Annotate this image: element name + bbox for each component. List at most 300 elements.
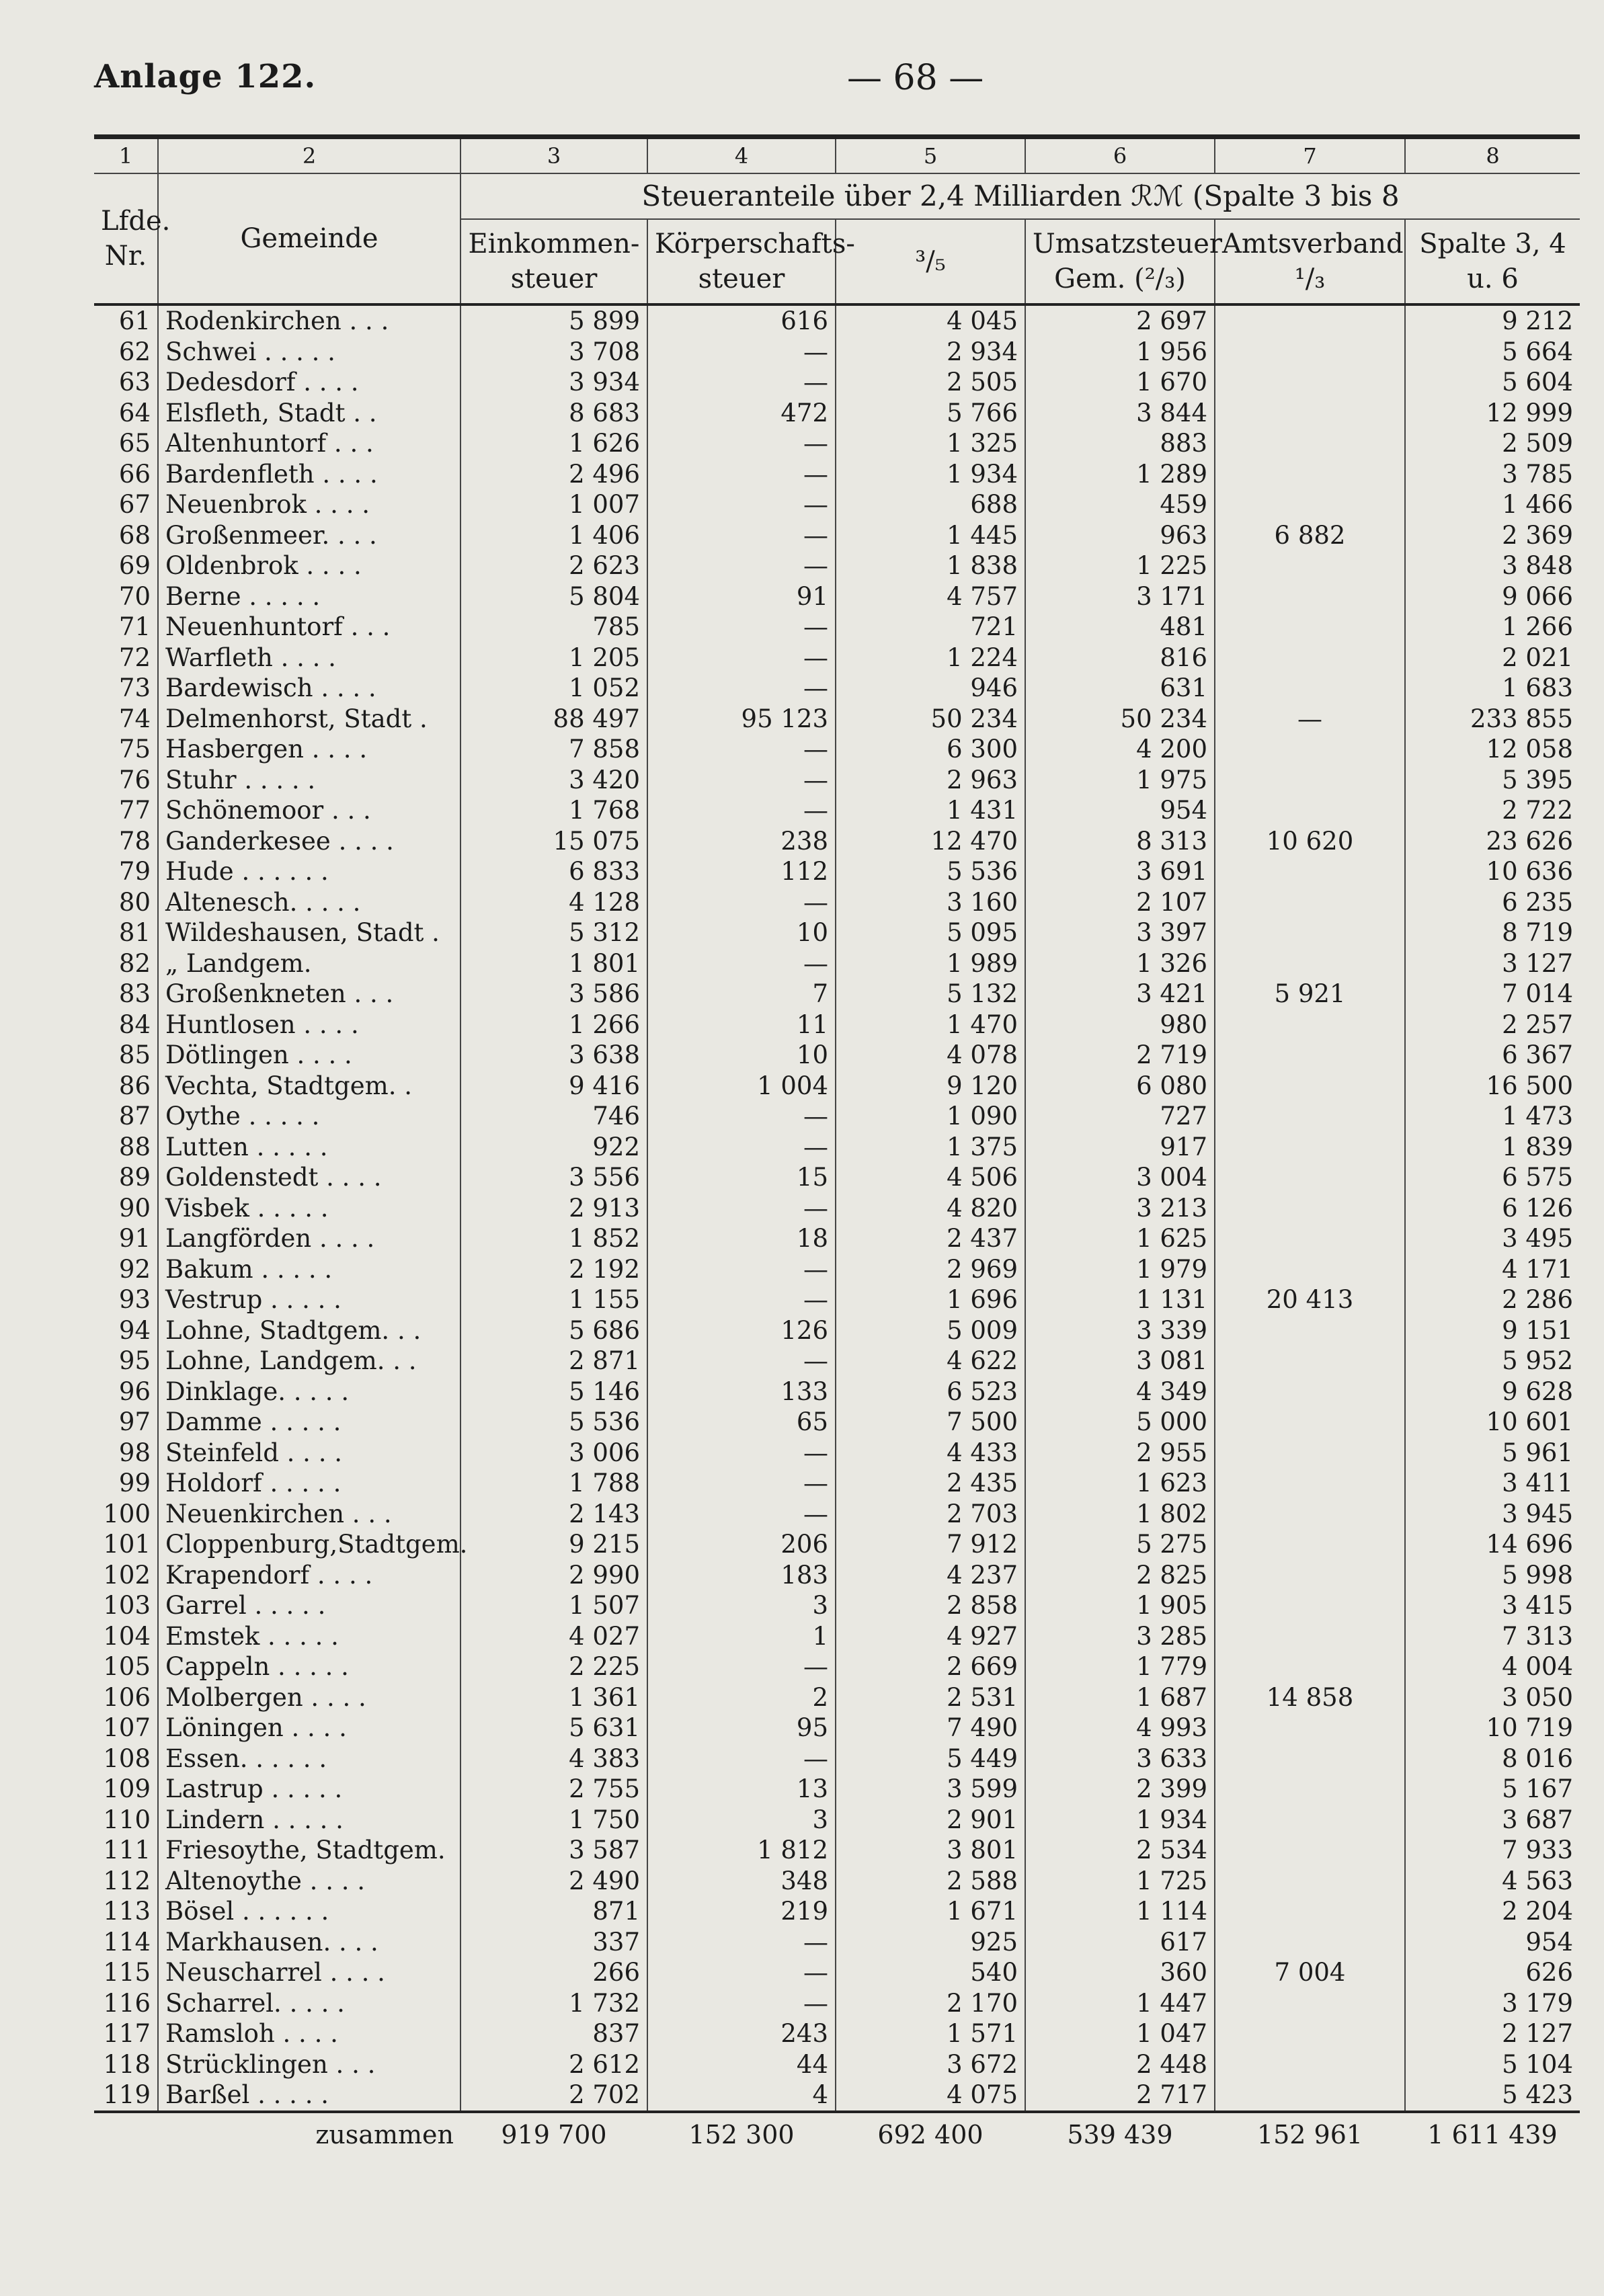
amtsverband-value: [1215, 1162, 1405, 1193]
table-row: [94, 337, 1580, 368]
row-number: 78: [118, 826, 151, 856]
koerperschaftsteuer-value: 133: [647, 1377, 836, 1407]
amtsverband-value: [1215, 673, 1405, 704]
spalte-summe-value: 1 266: [1405, 612, 1580, 643]
spalte-summe-value: 3 179: [1405, 1988, 1580, 2019]
row-number: 64: [118, 398, 151, 427]
spalte-summe-value: 3 495: [1405, 1223, 1580, 1254]
gemeinde-name: Lohne, Landgem. . .: [158, 1346, 460, 1377]
drei-fuenftel-value: 2 435: [836, 1468, 1025, 1499]
spalte-summe-value: 6 367: [1405, 1040, 1580, 1071]
drei-fuenftel-value: 1 934: [836, 459, 1025, 490]
koerperschaftsteuer-value: 2: [647, 1682, 836, 1713]
koerperschaftsteuer-value: —: [647, 1193, 836, 1224]
einkommensteuer-value: 2 490: [460, 1866, 647, 1897]
appendix-label: Anlage 122.: [94, 58, 317, 95]
umsatzsteuer-value: 1 047: [1025, 2018, 1215, 2049]
drei-fuenftel-value: 5 766: [836, 398, 1025, 429]
table-row: [94, 1040, 1580, 1071]
amtsverband-value: [1215, 2018, 1405, 2049]
row-number: 102: [103, 1560, 151, 1590]
koerperschaftsteuer-value: 348: [647, 1866, 836, 1897]
row-number: 97: [118, 1407, 151, 1436]
spalte-summe-value: 2 257: [1405, 1010, 1580, 1040]
koerperschaftsteuer-value: —: [647, 489, 836, 520]
einkommensteuer-value: 5 899: [460, 304, 647, 337]
spalte-summe-value: 2 369: [1405, 520, 1580, 551]
row-number: 65: [118, 429, 151, 458]
einkommensteuer-value: 2 755: [460, 1774, 647, 1805]
table-row: [94, 1010, 1580, 1040]
koerperschaftsteuer-value: 1 004: [647, 1071, 836, 1102]
row-number: 95: [118, 1346, 151, 1375]
drei-fuenftel-value: 1 470: [836, 1010, 1025, 1040]
umsatzsteuer-value: 459: [1025, 489, 1215, 520]
amtsverband-value: [1215, 1866, 1405, 1897]
koerperschaftsteuer-value: —: [647, 337, 836, 368]
spalte-summe-value: 5 104: [1405, 2049, 1580, 2080]
einkommensteuer-value: 3 006: [460, 1438, 647, 1469]
amtsverband-value: 14 858: [1215, 1682, 1405, 1713]
spalte-summe-value: 3 127: [1405, 948, 1580, 979]
einkommensteuer-value: 2 496: [460, 459, 647, 490]
drei-fuenftel-value: 5 009: [836, 1315, 1025, 1346]
table-row: [94, 398, 1580, 429]
einkommensteuer-value: 871: [460, 1896, 647, 1927]
umsatzsteuer-value: 1 779: [1025, 1651, 1215, 1682]
gemeinde-name: Bakum . . . . .: [158, 1254, 460, 1285]
gemeinde-name: „ Landgem.: [158, 948, 460, 979]
table-row: [94, 1682, 1580, 1713]
einkommensteuer-value: 1 155: [460, 1284, 647, 1315]
koerperschaftsteuer-value: —: [647, 887, 836, 918]
spalte-summe-value: 9 066: [1405, 581, 1580, 612]
row-number: 105: [103, 1652, 151, 1681]
koerperschaftsteuer-value: 3: [647, 1590, 836, 1621]
gemeinde-name: Goldenstedt . . . .: [158, 1162, 460, 1193]
koerperschaftsteuer-value: —: [647, 948, 836, 979]
spalte-summe-value: 5 423: [1405, 2080, 1580, 2112]
drei-fuenftel-value: 2 505: [836, 367, 1025, 398]
koerperschaftsteuer-value: 10: [647, 1040, 836, 1071]
amtsverband-value: [1215, 1744, 1405, 1774]
gemeinde-name: Steinfeld . . . .: [158, 1438, 460, 1469]
umsatzsteuer-value: 2 399: [1025, 1774, 1215, 1805]
total-umsatzsteuer: 539 439: [1025, 2112, 1215, 2156]
koerperschaftsteuer-value: —: [647, 1284, 836, 1315]
gemeinde-name: Vestrup . . . . .: [158, 1284, 460, 1315]
table-row: [94, 1957, 1580, 1988]
drei-fuenftel-value: 1 431: [836, 795, 1025, 826]
total-spalte-summe: 1 611 439: [1405, 2112, 1580, 2156]
gemeinde-name: Cappeln . . . . .: [158, 1651, 460, 1682]
gemeinde-name: Rodenkirchen . . .: [158, 304, 460, 337]
table-row: [94, 1621, 1580, 1652]
amtsverband-value: [1215, 428, 1405, 459]
header-drei-fuenftel: ³/₅: [836, 219, 1025, 304]
einkommensteuer-value: 4 027: [460, 1621, 647, 1652]
umsatzsteuer-value: 1 623: [1025, 1468, 1215, 1499]
umsatzsteuer-value: 1 447: [1025, 1988, 1215, 2019]
row-number: 114: [103, 1927, 151, 1957]
row-number: 109: [103, 1774, 151, 1803]
drei-fuenftel-value: 12 470: [836, 826, 1025, 857]
gemeinde-name: Krapendorf . . . .: [158, 1560, 460, 1591]
gemeinde-name: Strücklingen . . .: [158, 2049, 460, 2080]
umsatzsteuer-value: 3 285: [1025, 1621, 1215, 1652]
drei-fuenftel-value: 2 934: [836, 337, 1025, 368]
spalte-summe-value: 2 204: [1405, 1896, 1580, 1927]
drei-fuenftel-value: 2 170: [836, 1988, 1025, 2019]
umsatzsteuer-value: 883: [1025, 428, 1215, 459]
row-number: 100: [103, 1499, 151, 1528]
koerperschaftsteuer-value: 616: [647, 304, 836, 337]
drei-fuenftel-value: 4 820: [836, 1193, 1025, 1224]
einkommensteuer-value: 1 626: [460, 428, 647, 459]
row-number: 91: [118, 1224, 151, 1253]
drei-fuenftel-value: 7 912: [836, 1529, 1025, 1560]
table-row: [94, 643, 1580, 673]
umsatzsteuer-value: 2 448: [1025, 2049, 1215, 2080]
row-number: 107: [103, 1713, 151, 1742]
amtsverband-value: [1215, 398, 1405, 429]
gemeinde-name: Wildeshausen, Stadt .: [158, 917, 460, 948]
drei-fuenftel-value: 6 300: [836, 734, 1025, 765]
row-number: 103: [103, 1591, 151, 1620]
table-row: [94, 1193, 1580, 1224]
amtsverband-value: [1215, 1315, 1405, 1346]
umsatzsteuer-value: 8 313: [1025, 826, 1215, 857]
gemeinde-name: Oldenbrok . . . .: [158, 550, 460, 581]
drei-fuenftel-value: 946: [836, 673, 1025, 704]
header-lfd-nr: Lfde. Nr.: [94, 173, 158, 304]
koerperschaftsteuer-value: 183: [647, 1560, 836, 1591]
table-row: [94, 520, 1580, 551]
table-row: [94, 1254, 1580, 1285]
drei-fuenftel-value: 688: [836, 489, 1025, 520]
gemeinde-name: Dötlingen . . . .: [158, 1040, 460, 1071]
row-number: 89: [118, 1163, 151, 1192]
gemeinde-name: Emstek . . . . .: [158, 1621, 460, 1652]
gemeinde-name: Großenkneten . . .: [158, 979, 460, 1010]
row-number: 88: [118, 1132, 151, 1161]
amtsverband-value: [1215, 856, 1405, 887]
gemeinde-name: Lutten . . . . .: [158, 1132, 460, 1163]
drei-fuenftel-value: 4 078: [836, 1040, 1025, 1071]
umsatzsteuer-value: 3 691: [1025, 856, 1215, 887]
row-number: 72: [118, 643, 151, 672]
umsatzsteuer-value: 4 200: [1025, 734, 1215, 765]
koerperschaftsteuer-value: —: [647, 765, 836, 796]
koerperschaftsteuer-value: —: [647, 1346, 836, 1377]
gemeinde-name: Bardenfleth . . . .: [158, 459, 460, 490]
drei-fuenftel-value: 1 375: [836, 1132, 1025, 1163]
amtsverband-value: [1215, 1040, 1405, 1071]
koerperschaftsteuer-value: 472: [647, 398, 836, 429]
gemeinde-name: Holdorf . . . . .: [158, 1468, 460, 1499]
koerperschaftsteuer-value: 1: [647, 1621, 836, 1652]
spalte-summe-value: 954: [1405, 1927, 1580, 1958]
table-row: [94, 765, 1580, 796]
gemeinde-name: Altenesch. . . . .: [158, 887, 460, 918]
table-row: [94, 734, 1580, 765]
spalte-summe-value: 4 563: [1405, 1866, 1580, 1897]
table-row: [94, 704, 1580, 735]
amtsverband-value: [1215, 2049, 1405, 2080]
spalte-summe-value: 9 212: [1405, 304, 1580, 337]
umsatzsteuer-value: 1 802: [1025, 1499, 1215, 1530]
drei-fuenftel-value: 4 506: [836, 1162, 1025, 1193]
einkommensteuer-value: 746: [460, 1101, 647, 1132]
amtsverband-value: [1215, 1223, 1405, 1254]
table-row: [94, 1284, 1580, 1315]
row-number: 87: [118, 1102, 151, 1131]
amtsverband-value: [1215, 550, 1405, 581]
umsatzsteuer-value: 360: [1025, 1957, 1215, 1988]
table-row: [94, 856, 1580, 887]
table-row: [94, 826, 1580, 857]
spalte-summe-value: 10 719: [1405, 1713, 1580, 1744]
table-row: [94, 948, 1580, 979]
einkommensteuer-value: 5 312: [460, 917, 647, 948]
gemeinde-name: Elsfleth, Stadt . .: [158, 398, 460, 429]
drei-fuenftel-value: 721: [836, 612, 1025, 643]
column-number-row: [94, 137, 1580, 174]
koerperschaftsteuer-value: —: [647, 1988, 836, 2019]
gemeinde-name: Lohne, Stadtgem. . .: [158, 1315, 460, 1346]
drei-fuenftel-value: 2 703: [836, 1499, 1025, 1530]
amtsverband-value: [1215, 1377, 1405, 1407]
gemeinde-name: Altenhuntorf . . .: [158, 428, 460, 459]
table-row: [94, 2018, 1580, 2049]
umsatzsteuer-value: 1 687: [1025, 1682, 1215, 1713]
koerperschaftsteuer-value: 3: [647, 1805, 836, 1836]
spalte-summe-value: 12 999: [1405, 398, 1580, 429]
header-umsatzsteuer: Umsatzsteuer Gem. (²/₃): [1025, 219, 1215, 304]
row-number: 67: [118, 490, 151, 519]
table-row: [94, 1071, 1580, 1102]
spalte-summe-value: 10 601: [1405, 1407, 1580, 1438]
total-koerperschaftsteuer: 152 300: [647, 2112, 836, 2156]
koerperschaftsteuer-value: —: [647, 459, 836, 490]
koerperschaftsteuer-value: 95: [647, 1713, 836, 1744]
umsatzsteuer-value: 5 275: [1025, 1529, 1215, 1560]
row-number: 63: [118, 368, 151, 397]
koerperschaftsteuer-value: —: [647, 1132, 836, 1163]
umsatzsteuer-value: 1 975: [1025, 765, 1215, 796]
koerperschaftsteuer-value: —: [647, 612, 836, 643]
table-row: [94, 917, 1580, 948]
koerperschaftsteuer-value: 13: [647, 1774, 836, 1805]
einkommensteuer-value: 2 612: [460, 2049, 647, 2080]
umsatzsteuer-value: 917: [1025, 1132, 1215, 1163]
amtsverband-value: [1215, 887, 1405, 918]
umsatzsteuer-value: 2 719: [1025, 1040, 1215, 1071]
koerperschaftsteuer-value: —: [647, 1438, 836, 1469]
spalte-summe-value: 3 050: [1405, 1682, 1580, 1713]
einkommensteuer-value: 1 732: [460, 1988, 647, 2019]
table-row: [94, 1162, 1580, 1193]
spalte-summe-value: 7 933: [1405, 1835, 1580, 1866]
einkommensteuer-value: 1 052: [460, 673, 647, 704]
row-number: 70: [118, 581, 151, 611]
gemeinde-name: Schwei . . . . .: [158, 337, 460, 368]
row-number: 115: [103, 1958, 151, 1987]
amtsverband-value: [1215, 1927, 1405, 1958]
einkommensteuer-value: 7 858: [460, 734, 647, 765]
amtsverband-value: [1215, 734, 1405, 765]
umsatzsteuer-value: 816: [1025, 643, 1215, 673]
row-number: 112: [103, 1866, 151, 1895]
drei-fuenftel-value: 1 090: [836, 1101, 1025, 1132]
gemeinde-name: Vechta, Stadtgem. .: [158, 1071, 460, 1102]
einkommensteuer-value: 337: [460, 1927, 647, 1958]
table-row: [94, 1774, 1580, 1805]
header-group-steueranteile: Steueranteile über 2,4 Milliarden ℛℳ (Spalte 3 bis 8: [460, 173, 1580, 219]
spalte-summe-value: 4 171: [1405, 1254, 1580, 1285]
gemeinde-name: Scharrel. . . . .: [158, 1988, 460, 2019]
einkommensteuer-value: 1 361: [460, 1682, 647, 1713]
amtsverband-value: [1215, 643, 1405, 673]
table-row: [94, 612, 1580, 643]
koerperschaftsteuer-value: —: [647, 1499, 836, 1530]
row-number: 106: [103, 1682, 151, 1712]
einkommensteuer-value: 1 205: [460, 643, 647, 673]
drei-fuenftel-value: 2 669: [836, 1651, 1025, 1682]
table-row: [94, 489, 1580, 520]
einkommensteuer-value: 4 128: [460, 887, 647, 918]
umsatzsteuer-value: 1 114: [1025, 1896, 1215, 1927]
row-number: 101: [103, 1530, 151, 1559]
gemeinde-name: Ganderkesee . . . .: [158, 826, 460, 857]
row-number: 75: [118, 735, 151, 764]
amtsverband-value: [1215, 459, 1405, 490]
koerperschaftsteuer-value: —: [647, 673, 836, 704]
drei-fuenftel-value: 3 160: [836, 887, 1025, 918]
umsatzsteuer-value: 5 000: [1025, 1407, 1215, 1438]
spalte-summe-value: 6 126: [1405, 1193, 1580, 1224]
koerperschaftsteuer-value: —: [647, 643, 836, 673]
koerperschaftsteuer-value: 112: [647, 856, 836, 887]
table-row: [94, 1988, 1580, 2019]
spalte-summe-value: 9 628: [1405, 1377, 1580, 1407]
amtsverband-value: [1215, 1529, 1405, 1560]
einkommensteuer-value: 88 497: [460, 704, 647, 735]
amtsverband-value: [1215, 1468, 1405, 1499]
table-row: [94, 367, 1580, 398]
header-gemeinde: Gemeinde: [158, 173, 460, 304]
umsatzsteuer-value: 3 339: [1025, 1315, 1215, 1346]
amtsverband-value: [1215, 1407, 1405, 1438]
row-number: 79: [118, 857, 151, 886]
spalte-summe-value: 2 509: [1405, 428, 1580, 459]
spalte-summe-value: 2 722: [1405, 795, 1580, 826]
koerperschaftsteuer-value: 15: [647, 1162, 836, 1193]
amtsverband-value: [1215, 337, 1405, 368]
drei-fuenftel-value: 1 671: [836, 1896, 1025, 1927]
row-number: 94: [118, 1315, 151, 1345]
umsatzsteuer-value: 1 956: [1025, 337, 1215, 368]
gemeinde-name: Langförden . . . .: [158, 1223, 460, 1254]
koerperschaftsteuer-value: 91: [647, 581, 836, 612]
row-number: 99: [118, 1469, 151, 1498]
row-number: 111: [103, 1836, 151, 1864]
drei-fuenftel-value: 7 500: [836, 1407, 1025, 1438]
table-row: [94, 1927, 1580, 1958]
einkommensteuer-value: 1 406: [460, 520, 647, 551]
einkommensteuer-value: 15 075: [460, 826, 647, 857]
gemeinde-name: Stuhr . . . . .: [158, 765, 460, 796]
koerperschaftsteuer-value: —: [647, 1744, 836, 1774]
gemeinde-name: Hude . . . . . .: [158, 856, 460, 887]
gemeinde-name: Molbergen . . . .: [158, 1682, 460, 1713]
amtsverband-value: [1215, 1132, 1405, 1163]
table-row: [94, 459, 1580, 490]
koerperschaftsteuer-value: 126: [647, 1315, 836, 1346]
amtsverband-value: [1215, 765, 1405, 796]
spalte-summe-value: 5 961: [1405, 1438, 1580, 1469]
amtsverband-value: [1215, 1713, 1405, 1744]
spalte-summe-value: 10 636: [1405, 856, 1580, 887]
drei-fuenftel-value: 7 490: [836, 1713, 1025, 1744]
koerperschaftsteuer-value: —: [647, 1651, 836, 1682]
drei-fuenftel-value: 1 445: [836, 520, 1025, 551]
gemeinde-name: Schönemoor . . .: [158, 795, 460, 826]
gemeinde-name: Großenmeer. . . .: [158, 520, 460, 551]
header-amtsverband: Amtsverband ¹/₃: [1215, 219, 1405, 304]
row-number: 66: [118, 459, 151, 489]
koerperschaftsteuer-value: 11: [647, 1010, 836, 1040]
einkommensteuer-value: 1 750: [460, 1805, 647, 1836]
koerperschaftsteuer-value: 219: [647, 1896, 836, 1927]
amtsverband-value: —: [1215, 704, 1405, 735]
column-number: 5: [836, 137, 1025, 174]
einkommensteuer-value: 1 801: [460, 948, 647, 979]
koerperschaftsteuer-value: 4: [647, 2080, 836, 2112]
table-row: [94, 1896, 1580, 1927]
amtsverband-value: [1215, 795, 1405, 826]
column-number: 3: [460, 137, 647, 174]
umsatzsteuer-value: 1 225: [1025, 550, 1215, 581]
umsatzsteuer-value: 1 725: [1025, 1866, 1215, 1897]
koerperschaftsteuer-value: —: [647, 734, 836, 765]
koerperschaftsteuer-value: —: [647, 795, 836, 826]
row-number: 86: [118, 1071, 151, 1100]
row-number: 74: [118, 704, 151, 733]
amtsverband-value: [1215, 1101, 1405, 1132]
gemeinde-name: Damme . . . . .: [158, 1407, 460, 1438]
einkommensteuer-value: 3 708: [460, 337, 647, 368]
drei-fuenftel-value: 1 989: [836, 948, 1025, 979]
umsatzsteuer-value: 481: [1025, 612, 1215, 643]
umsatzsteuer-value: 1 934: [1025, 1805, 1215, 1836]
column-number: 8: [1405, 137, 1580, 174]
row-number: 113: [103, 1897, 151, 1926]
amtsverband-value: [1215, 917, 1405, 948]
row-number: 83: [118, 979, 151, 1008]
amtsverband-value: [1215, 1193, 1405, 1224]
amtsverband-value: [1215, 1560, 1405, 1591]
header-spalte-summe: Spalte 3, 4 u. 6: [1405, 219, 1580, 304]
koerperschaftsteuer-value: 95 123: [647, 704, 836, 735]
drei-fuenftel-value: 2 901: [836, 1805, 1025, 1836]
koerperschaftsteuer-value: 1 812: [647, 1835, 836, 1866]
drei-fuenftel-value: 1 224: [836, 643, 1025, 673]
koerperschaftsteuer-value: 7: [647, 979, 836, 1010]
row-number: 85: [118, 1040, 151, 1069]
umsatzsteuer-value: 3 171: [1025, 581, 1215, 612]
table-row: [94, 1744, 1580, 1774]
